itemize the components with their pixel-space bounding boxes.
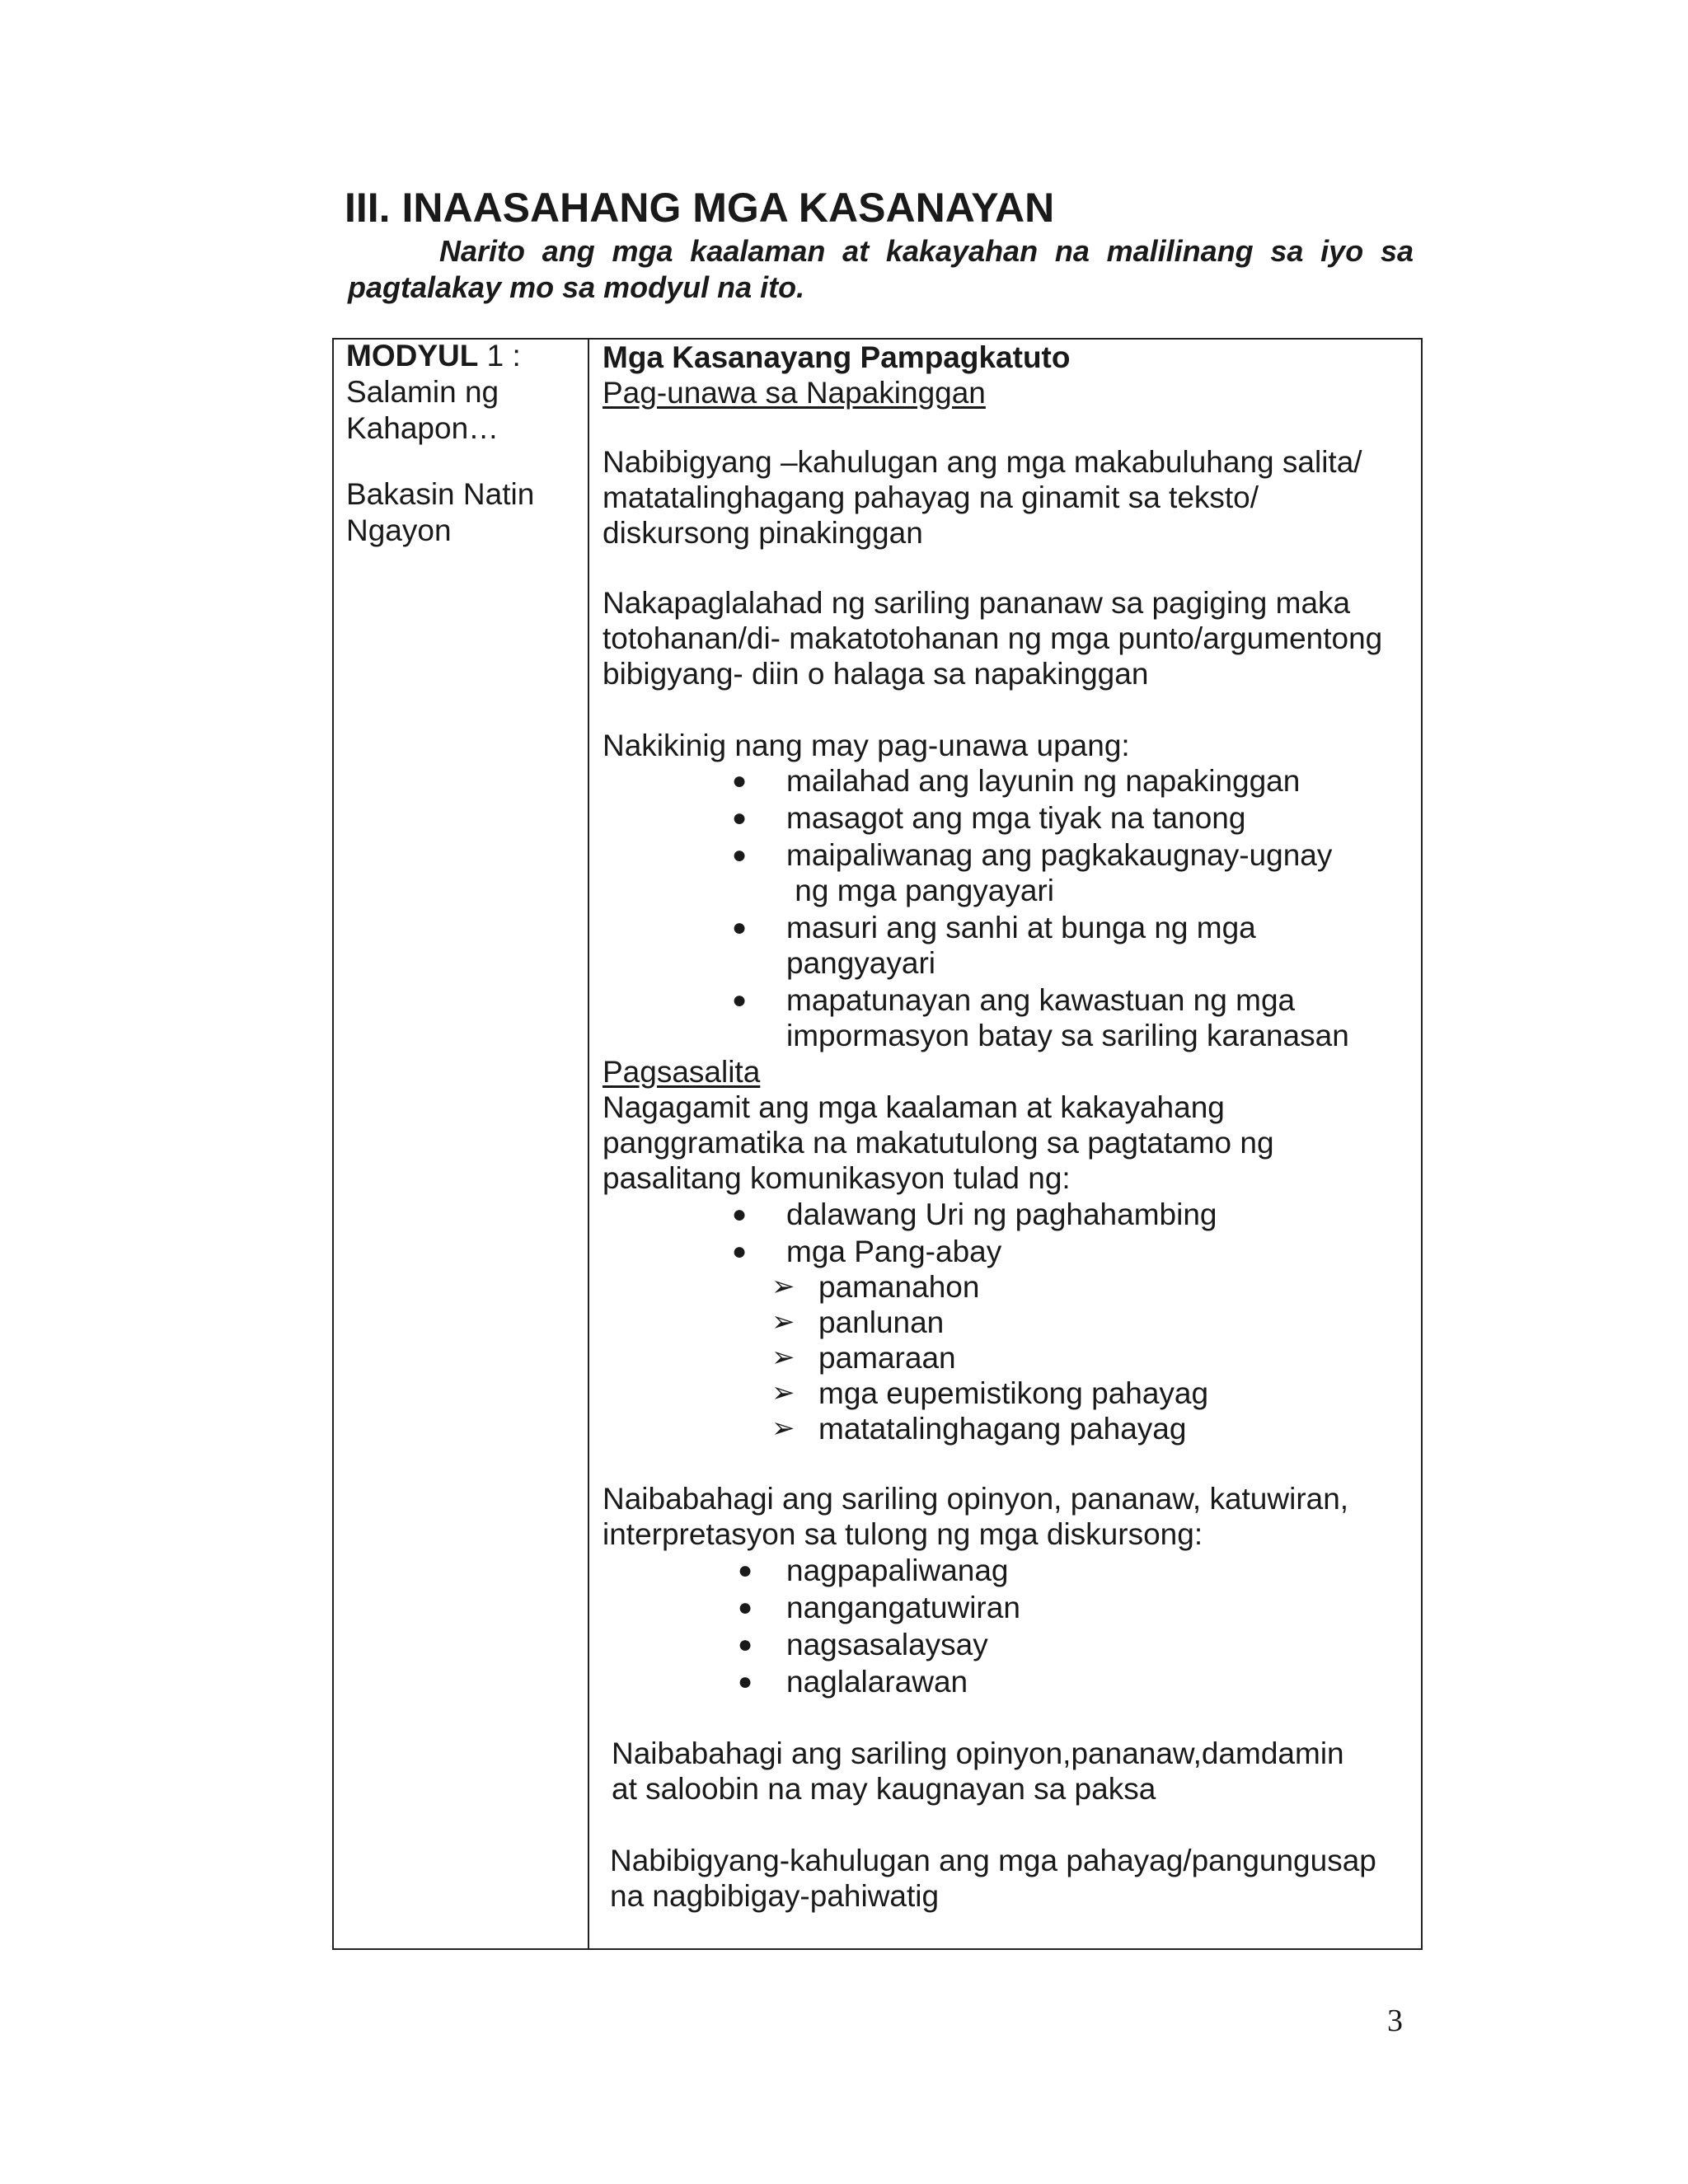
bullet-icon: ● — [738, 1668, 753, 1695]
competencies-header: Mga Kasanayang Pampagkatuto — [603, 340, 1071, 374]
paragraph-line: interpretasyon sa tulong ng mga diskursong: — [603, 1517, 1203, 1551]
paragraph-line: bibigyang- diin o halaga sa napakinggan — [603, 657, 1149, 691]
list-item: mailahad ang layunin ng napakinggan — [786, 764, 1301, 798]
arrow-bullet-icon: ➢ — [771, 1306, 795, 1338]
arrow-bullet-icon: ➢ — [771, 1342, 795, 1373]
list-item: masuri ang sanhi at bunga ng mga — [786, 911, 1256, 944]
paragraph-line: totohanan/di- makatotohanan ng mga punto/argumentong — [603, 621, 1383, 655]
module-subtitle: Bakasin Natin Ngayon — [346, 477, 535, 547]
bullet-icon: ● — [732, 841, 748, 869]
list-item: nagpapaliwanag — [786, 1554, 1009, 1587]
list-item-continuation: pangyayari — [786, 946, 936, 980]
module-label: MODYUL 1 : — [346, 339, 521, 373]
list-item: mapatunayan ang kawastuan ng mga — [786, 983, 1296, 1017]
arrow-bullet-icon: ➢ — [771, 1377, 795, 1408]
sub-list-item: pamanahon — [818, 1270, 980, 1304]
paragraph-line: na nagbibigay-pahiwatig — [610, 1879, 940, 1913]
table-column-divider — [588, 338, 589, 1950]
list-item: masagot ang mga tiyak na tanong — [786, 801, 1246, 835]
paragraph-line: panggramatika na makatutulong sa pagtatamo ng — [603, 1126, 1274, 1160]
bullet-icon: ● — [738, 1594, 753, 1621]
arrow-bullet-icon: ➢ — [771, 1413, 795, 1444]
list-item: mga Pang-abay — [786, 1235, 1002, 1268]
intro-paragraph: Narito ang mga kaalaman at kakayahan na malilinang sa iyo sa pagtalakay mo sa modyul na ito. — [348, 234, 1414, 304]
list-item: nagsasalaysay — [786, 1628, 988, 1661]
paragraph-line: diskursong pinakinggan — [603, 516, 923, 550]
list-item: nangangatuwiran — [786, 1591, 1020, 1624]
bullet-icon: ● — [732, 767, 748, 794]
bullet-icon: ● — [732, 987, 748, 1014]
paragraph-line: Naibabahagi ang sariling opinyon,pananaw,damdamin — [612, 1736, 1344, 1770]
bullet-icon: ● — [732, 1238, 748, 1265]
sub-list-item: mga eupemistikong pahayag — [818, 1376, 1209, 1410]
bullet-icon: ● — [732, 804, 748, 832]
section-speaking: Pagsasalita — [603, 1055, 761, 1089]
list-item: naglalarawan — [786, 1665, 968, 1699]
list-item: maipaliwanag ang pagkakaugnay-ugnay — [786, 838, 1333, 872]
section-heading: III. INAASAHANG MGA KASANAYAN — [345, 185, 1055, 231]
sub-list-item: panlunan — [818, 1305, 945, 1339]
paragraph-line: at saloobin na may kaugnayan sa paksa — [612, 1772, 1156, 1806]
module-title: Salamin ng Kahapon… — [346, 375, 499, 445]
list-item-continuation: ng mga pangyayari — [786, 874, 1054, 907]
list-item: dalawang Uri ng paghahambing — [786, 1197, 1217, 1231]
paragraph-line: pasalitang komunikasyon tulad ng: — [603, 1161, 1071, 1195]
paragraph-line: Nabibigyang-kahulugan ang mga pahayag/pangungusap — [610, 1844, 1376, 1877]
paragraph-line: Nakapaglalahad ng sariling pananaw sa pagiging maka — [603, 586, 1351, 620]
bullet-icon: ● — [732, 914, 748, 941]
paragraph-line: Nabibigyang –kahulugan ang mga makabuluhang salita/ — [603, 445, 1362, 479]
arrow-bullet-icon: ➢ — [771, 1271, 795, 1302]
page-number: 3 — [1387, 2004, 1403, 2038]
list-item-continuation: impormasyon batay sa sariling karanasan — [786, 1019, 1349, 1052]
section-listening: Pag-unawa sa Napakinggan — [603, 376, 986, 410]
paragraph-line: Naibabahagi ang sariling opinyon, pananaw, katuwiran, — [603, 1482, 1349, 1516]
sub-list-item: pamaraan — [818, 1341, 956, 1375]
paragraph-line: Nakikinig nang may pag-unawa upang: — [603, 729, 1130, 762]
sub-list-item: matatalinghagang pahayag — [818, 1412, 1187, 1446]
bullet-icon: ● — [732, 1201, 748, 1228]
paragraph-line: matatalinghagang pahayag na ginamit sa teksto/ — [603, 480, 1259, 514]
paragraph-line: Nagagamit ang mga kaalaman at kakayahang — [603, 1090, 1225, 1124]
bullet-icon: ● — [738, 1631, 753, 1658]
bullet-icon: ● — [738, 1557, 753, 1584]
